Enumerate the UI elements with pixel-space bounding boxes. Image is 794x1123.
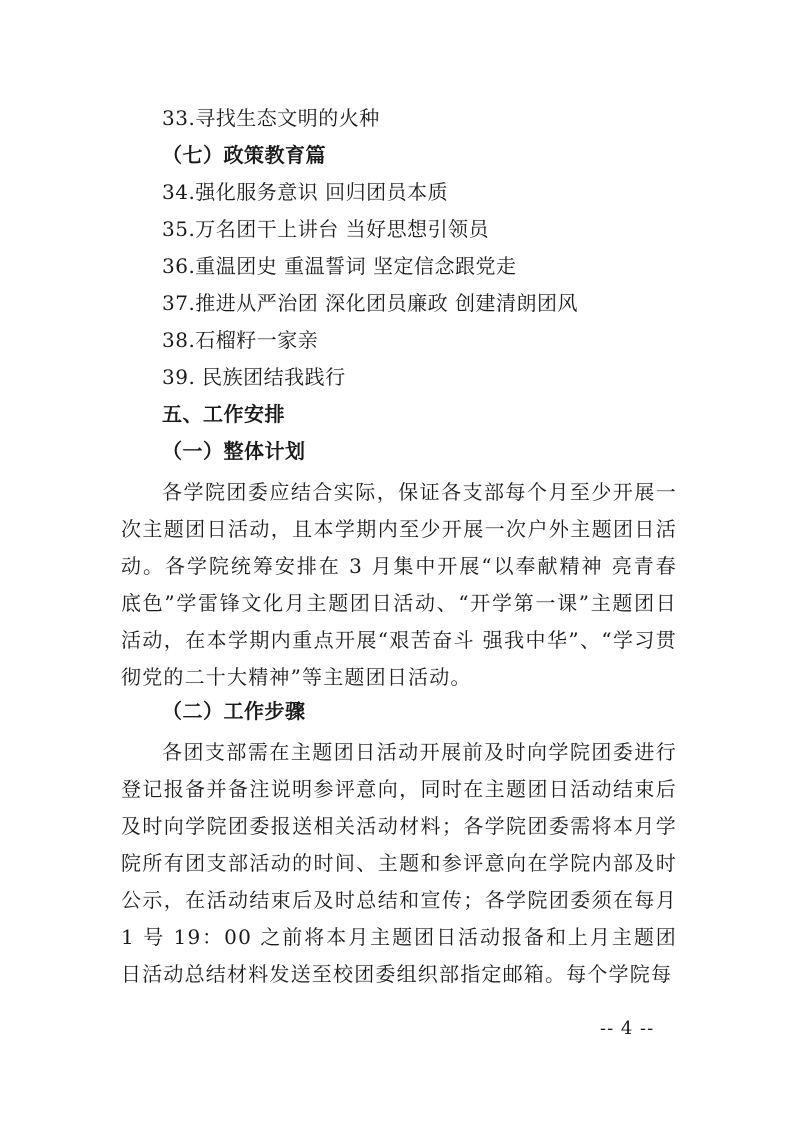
- section-heading: 五、工作安排: [162, 402, 285, 426]
- page-number: -- 4 --: [600, 1018, 655, 1039]
- subsection-heading-7: （七）政策教育篇: [162, 143, 326, 167]
- paragraph-work-steps: 各团支部需在主题团日活动开展前及时向学院团委进行登记报备并备注说明参评意向，同时在主题团日活动结束后及时向学院团委报送相关活动材料；各学院团委需将本月学院所有团支部活动的时间、主题和参评意向在学院内部及时公示，在活动结束后及时总结和宣传；各学院团委须在每月 1 号 19：00 之前将本月主题团日活动报备和上月主题团日活动总结材料发送至校团委组织部指定邮箱。每个学院每: [121, 740, 677, 986]
- list-item-39: 39. 民族团结我践行: [162, 365, 346, 389]
- paragraph-overall-plan: 各学院团委应结合实际，保证各支部每个月至少开展一次主题团日活动，且本学期内至少开展一次户外主题团日活动。各学院统筹安排在 3 月集中开展“以奉献精神 亮青春底色”学雷锋文化月主题团日活动、“开学第一课”主题团日活动，在本学期内重点开展“艰苦奋斗 强我中华”、“学习贯彻党的二十大精神”等主题团日活动。: [121, 480, 677, 689]
- subsection-heading-overall-plan: （一）整体计划: [162, 439, 306, 463]
- list-item-38: 38.石榴籽一家亲: [162, 328, 319, 352]
- list-item-33: 33.寻找生态文明的火种: [162, 106, 380, 130]
- list-item-37: 37.推进从严治团 深化团员廉政 创建清朗团风: [162, 291, 579, 315]
- subsection-heading-work-steps: （二）工作步骤: [162, 699, 306, 723]
- list-item-34: 34.强化服务意识 回归团员本质: [162, 180, 449, 204]
- list-item-35: 35.万名团干上讲台 当好思想引领员: [162, 217, 490, 241]
- list-item-36: 36.重温团史 重温誓词 坚定信念跟党走: [162, 254, 517, 278]
